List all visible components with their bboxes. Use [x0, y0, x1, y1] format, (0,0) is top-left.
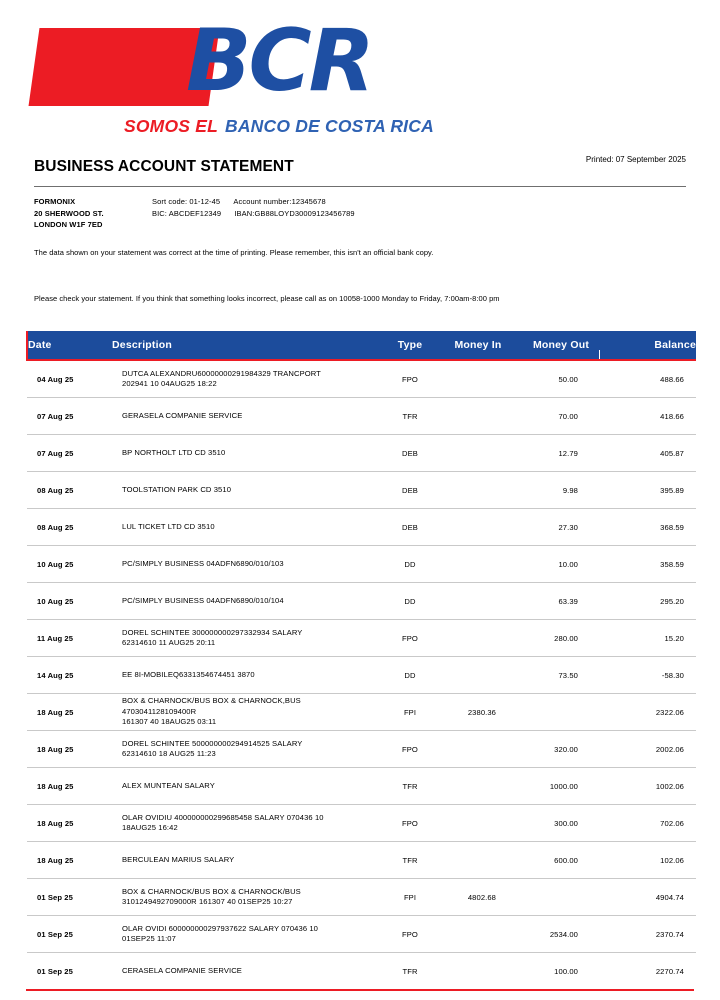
sort-code-value: 01-12-45 — [189, 197, 221, 206]
tagline-somos-el: SOMOS EL — [124, 116, 218, 136]
column-header-money-out[interactable] — [518, 331, 604, 360]
column-header-date[interactable]: Date — [27, 331, 112, 360]
table-row[interactable] — [27, 472, 696, 509]
cell-description — [112, 694, 382, 731]
description-line-1: OLAR OVIDI 600000000297937622 SALARY 070436 10 — [122, 923, 319, 933]
cell-description — [112, 435, 382, 472]
cell-money-in — [438, 398, 518, 435]
cell-balance: 102.06 — [604, 842, 696, 879]
cell-description — [112, 842, 382, 879]
cell-money-out: 600.00 — [518, 842, 604, 879]
cell-type: FPO — [382, 360, 438, 398]
table-row[interactable] — [27, 583, 696, 620]
cell-balance: 2270.74 — [655, 966, 684, 976]
table-row[interactable] — [27, 546, 696, 583]
cell-money-out: 10.00 — [518, 546, 604, 583]
description-line-2: 18AUG25 16:42 — [122, 823, 178, 832]
account-details — [152, 196, 355, 219]
description-line-1: BERCULEAN MARIUS SALARY — [122, 854, 235, 864]
cell-money-in — [438, 731, 518, 768]
transactions-table-wrapper — [26, 331, 694, 991]
cell-money-in — [438, 435, 518, 472]
bic-label: BIC: — [152, 208, 167, 218]
table-row[interactable] — [27, 620, 696, 657]
column-header-money-in[interactable]: Money In — [438, 331, 518, 360]
cell-money-in — [438, 842, 518, 879]
cell-balance: 295.20 — [604, 583, 696, 620]
cell-description — [112, 583, 382, 620]
cell-money-out: 63.39 — [518, 583, 604, 620]
account-number-value: 12345678 — [291, 197, 326, 206]
cell-money-out: 320.00 — [518, 731, 604, 768]
cell-date: 04 Aug 25 — [27, 360, 112, 398]
iban-group — [234, 208, 354, 220]
sort-code-label: Sort code: — [152, 197, 188, 206]
cell-money-out: 280.00 — [518, 620, 604, 657]
table-row[interactable] — [27, 731, 696, 768]
cell-date: 08 Aug 25 — [27, 472, 112, 509]
description-line-1: PC/SIMPLY BUSINESS 04ADFN6890/010/103 — [122, 558, 284, 568]
description-line-1: DUTCA ALEXANDRU60000000291984329 TRANCPORT — [122, 368, 321, 378]
table-row[interactable] — [27, 435, 696, 472]
cell-description — [112, 805, 382, 842]
cell-money-in — [438, 546, 518, 583]
description-line-1: DOREL SCHINTEE 300000000297332934 SALARY — [122, 627, 303, 637]
logo-wordmark: BCR — [186, 11, 372, 111]
cell-money-in — [438, 360, 518, 398]
table-row[interactable] — [27, 694, 696, 731]
cell-money-in: 4802.68 — [438, 879, 518, 916]
table-row[interactable] — [27, 360, 696, 398]
cell-money-in — [438, 583, 518, 620]
iban-label: IBAN: — [234, 208, 255, 218]
cell-money-out — [518, 879, 604, 916]
tagline-banco-de-costa-rica: BANCO DE COSTA RICA — [224, 116, 434, 136]
account-number-label: Account number: — [233, 197, 292, 206]
cell-money-out: 73.50 — [518, 657, 604, 694]
cell-type: DEB — [382, 472, 438, 509]
description-line-1: TOOLSTATION PARK CD 3510 — [122, 484, 232, 494]
cell-description — [112, 509, 382, 546]
cell-money-out: 27.30 — [518, 509, 604, 546]
cell-money-in — [438, 657, 518, 694]
cell-balance: 418.66 — [604, 398, 696, 435]
cell-type: TFR — [382, 768, 438, 805]
cell-type: DD — [382, 583, 438, 620]
cell-type: TFR — [382, 398, 438, 435]
cell-balance: 395.89 — [604, 472, 696, 509]
printing-notice: The data shown on your statement was correct at the time of printing. Please remember, this isn't an official bank copy. — [34, 248, 434, 257]
description-line-1: OLAR OVIDIU 400000000299685458 SALARY 070436 10 — [122, 812, 324, 822]
account-holder-address — [34, 196, 104, 231]
description-line-2: 161307 40 18AUG25 03:11 — [122, 717, 217, 727]
cell-money-in — [438, 472, 518, 509]
table-row[interactable] — [27, 509, 696, 546]
cell-money-out — [518, 694, 604, 731]
cell-date: 18 Aug 25 — [27, 805, 112, 842]
cell-balance: 358.59 — [604, 546, 696, 583]
cell-money-in: 2380.36 — [438, 694, 518, 731]
description-line-1: EE 8I-MOBILEQ6331354674451 3870 — [122, 669, 255, 679]
bcr-logo — [34, 11, 434, 138]
cell-description — [112, 916, 382, 953]
description-line-2: 202941 10 04AUG25 18:22 — [122, 379, 217, 388]
contact-notice: Please check your statement. If you think that something looks incorrect, please call as on 10058-1000 Monday to Friday, 7:00am-8:00 pm — [34, 294, 500, 303]
column-header-balance[interactable]: Balance — [604, 331, 696, 360]
description-line-2: 01SEP25 11:07 — [122, 934, 176, 943]
column-header-description[interactable]: Description — [112, 331, 382, 360]
cell-description — [112, 472, 382, 509]
table-body — [27, 360, 696, 989]
cell-money-out: 100.00 — [554, 966, 578, 976]
cell-money-out: 300.00 — [518, 805, 604, 842]
cell-money-in — [438, 916, 518, 953]
cell-type: FPO — [382, 620, 438, 657]
cell-date: 14 Aug 25 — [27, 657, 112, 694]
cell-date: 10 Aug 25 — [27, 583, 112, 620]
cell-money-out: 2534.00 — [518, 916, 604, 953]
cell-balance: 2002.06 — [604, 731, 696, 768]
description-line-1: BOX & CHARNOCK/BUS BOX & CHARNOCK,BUS 4703041128109400R — [122, 696, 301, 716]
description-line-2: 62314610 18 AUG25 11:23 — [122, 749, 216, 758]
cell-money-in — [438, 805, 518, 842]
cell-money-out: 12.79 — [518, 435, 604, 472]
cell-money-in — [438, 509, 518, 546]
cell-date: 18 Aug 25 — [27, 694, 112, 731]
column-header-type[interactable]: Type — [382, 331, 438, 360]
cell-date: 07 Aug 25 — [27, 398, 112, 435]
description-line-1: DOREL SCHINTEE 500000000294914525 SALARY — [122, 738, 303, 748]
table-row[interactable] — [27, 916, 696, 953]
cell-description — [112, 398, 382, 435]
description-line-2: 62314610 11 AUG25 20:11 — [122, 638, 216, 647]
account-details-line-2 — [152, 208, 355, 220]
title-row — [34, 155, 686, 184]
account-holder-name: FORMONIX — [34, 197, 76, 206]
cell-description — [112, 546, 382, 583]
cell-money-out: 1000.00 — [518, 768, 604, 805]
title-divider — [34, 186, 686, 187]
printed-date: Printed: 07 September 2025 — [585, 155, 686, 164]
description-line-1: LUL TICKET LTD CD 3510 — [122, 521, 215, 531]
cell-date: 08 Aug 25 — [27, 509, 112, 546]
description-line-1: CERASELA COMPANIE SERVICE — [122, 965, 242, 975]
cell-money-out: 50.00 — [518, 360, 604, 398]
table-head — [27, 331, 696, 360]
cell-type: FPO — [382, 731, 438, 768]
transactions-table — [26, 331, 696, 989]
table-header-row — [27, 331, 696, 360]
cell-date: 11 Aug 25 — [27, 620, 112, 657]
column-divider-tick — [599, 350, 600, 359]
cell-money-out: 9.98 — [518, 472, 604, 509]
table-row[interactable] — [27, 842, 696, 879]
cell-type: DEB — [382, 435, 438, 472]
cell-money-in — [438, 768, 518, 805]
cell-balance: 15.20 — [604, 620, 696, 657]
description-line-1: GERASELA COMPANIE SERVICE — [122, 410, 243, 420]
cell-description — [112, 879, 382, 916]
cell-type: FPO — [382, 916, 438, 953]
cell-balance: 4904.74 — [604, 879, 696, 916]
page-title: BUSINESS ACCOUNT STATEMENT — [34, 158, 294, 175]
cell-date: 01 Sep 25 — [37, 966, 73, 976]
address-line-2: LONDON W1F 7ED — [34, 220, 103, 229]
cell-type: TFR — [382, 842, 438, 879]
description-line-2: 3101249492709000R 161307 40 01SEP25 10:27 — [122, 897, 293, 906]
cell-date: 18 Aug 25 — [27, 768, 112, 805]
cell-balance: 702.06 — [604, 805, 696, 842]
account-number-group — [233, 196, 325, 208]
cell-type: FPI — [382, 879, 438, 916]
cell-date: 18 Aug 25 — [27, 842, 112, 879]
cell-date: 07 Aug 25 — [27, 435, 112, 472]
table-bottom-accent-rule — [26, 989, 694, 991]
table-row[interactable] — [27, 657, 696, 694]
cell-date: 01 Sep 25 — [27, 879, 112, 916]
column-header-money-out-label: Money Out — [532, 339, 590, 351]
cell-balance: 2370.74 — [604, 916, 696, 953]
cell-balance: -58.30 — [604, 657, 696, 694]
description-line-1: BP NORTHOLT LTD CD 3510 — [122, 447, 226, 457]
cell-balance: 1002.06 — [604, 768, 696, 805]
table-row[interactable] — [27, 398, 696, 435]
cell-type: TFR — [402, 966, 418, 976]
cell-description — [112, 953, 382, 990]
cell-balance: 405.87 — [604, 435, 696, 472]
cell-type: FPO — [382, 805, 438, 842]
bic-value: ABCDEF12349 — [168, 208, 222, 218]
cell-type: DD — [382, 546, 438, 583]
table-row[interactable] — [27, 805, 696, 842]
table-row[interactable] — [27, 879, 696, 916]
cell-money-in — [438, 620, 518, 657]
address-line-1: 20 SHERWOOD ST. — [34, 208, 104, 218]
cell-balance: 2322.06 — [604, 694, 696, 731]
cell-description — [112, 360, 382, 398]
cell-description — [112, 731, 382, 768]
cell-balance: 368.59 — [604, 509, 696, 546]
description-line-1: ALEX MUNTEAN SALARY — [122, 780, 215, 790]
cell-balance: 488.66 — [604, 360, 696, 398]
cell-description — [112, 768, 382, 805]
cell-date: 10 Aug 25 — [27, 546, 112, 583]
iban-value: GB88LOYD30009123456789 — [254, 208, 355, 218]
cell-description — [112, 620, 382, 657]
table-row[interactable] — [27, 768, 696, 805]
cell-date: 18 Aug 25 — [27, 731, 112, 768]
cell-money-out: 70.00 — [518, 398, 604, 435]
logo-tagline — [124, 116, 434, 137]
description-line-1: BOX & CHARNOCK/BUS BOX & CHARNOCK/BUS — [122, 886, 301, 896]
description-line-1: PC/SIMPLY BUSINESS 04ADFN6890/010/104 — [122, 595, 284, 605]
cell-description — [112, 657, 382, 694]
cell-type: DD — [382, 657, 438, 694]
cell-money-in — [438, 953, 518, 990]
cell-type: FPI — [382, 694, 438, 731]
account-details-line-1 — [152, 196, 355, 208]
table-row[interactable] — [27, 953, 696, 990]
cell-type: DEB — [382, 509, 438, 546]
cell-date: 01 Sep 25 — [27, 916, 112, 953]
